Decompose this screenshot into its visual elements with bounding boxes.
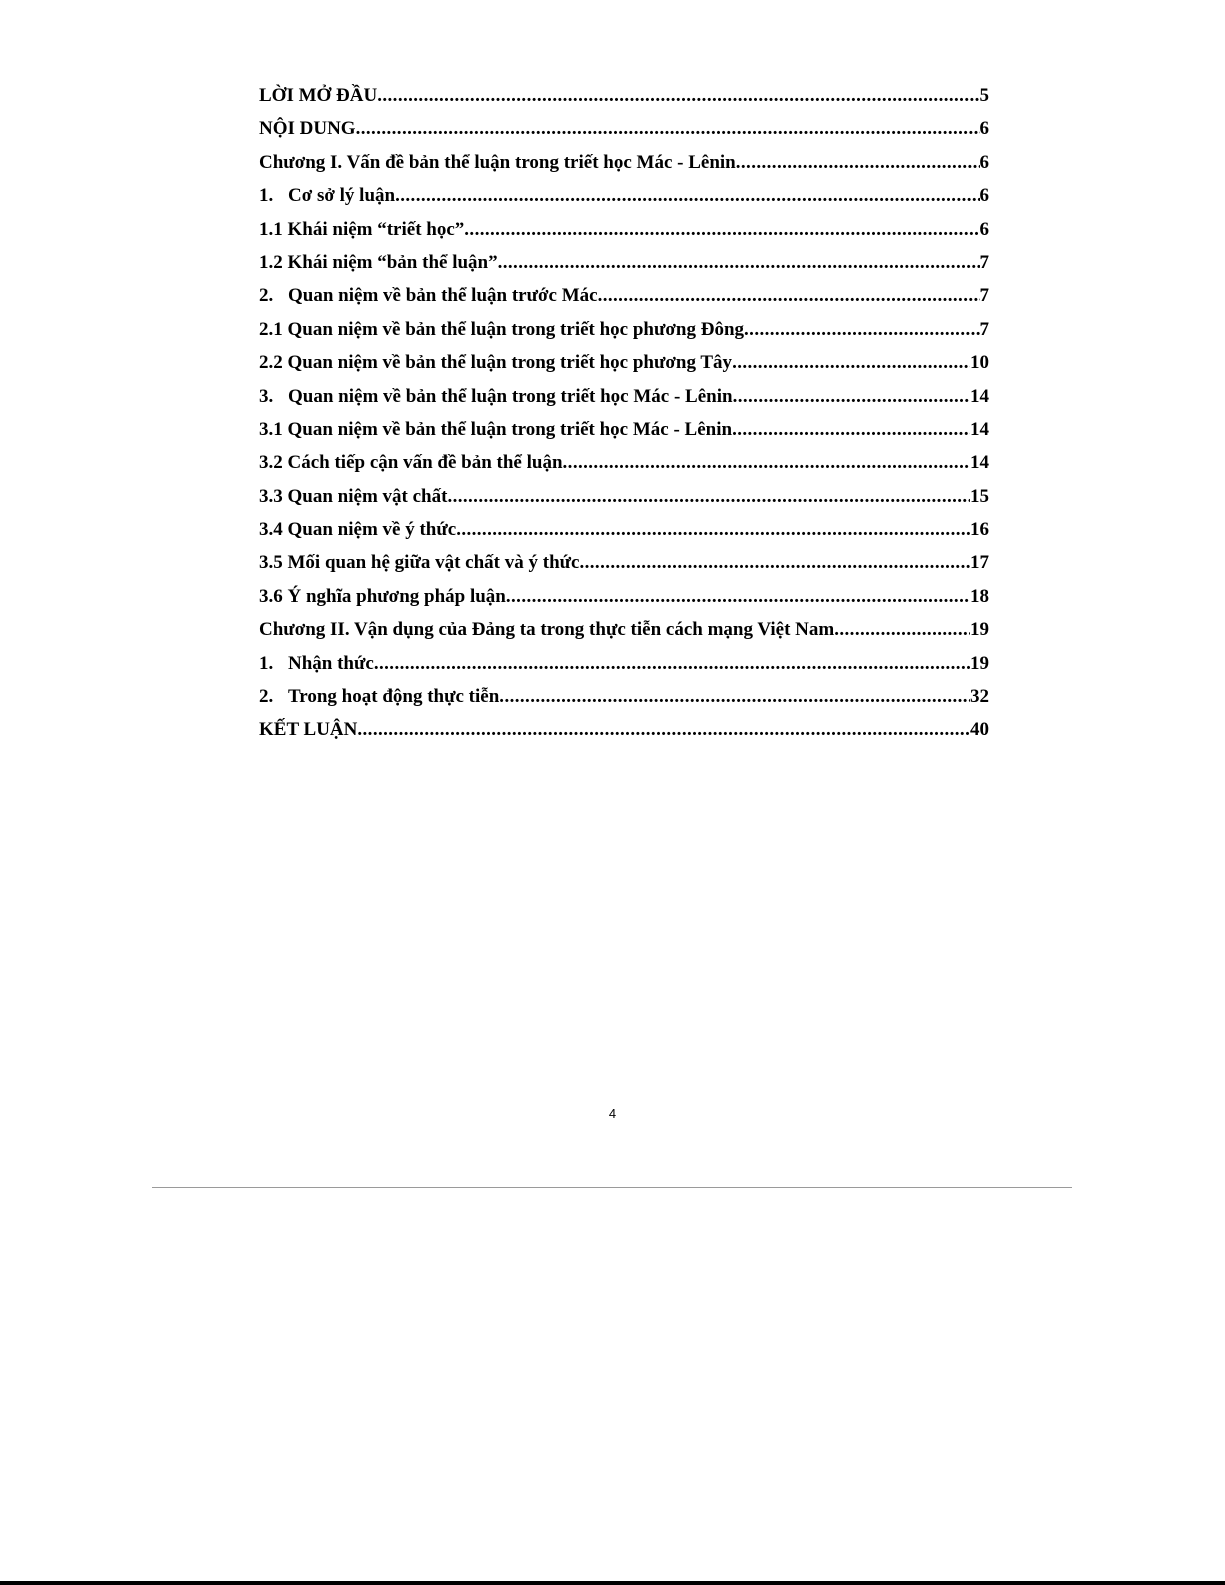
toc-entry-page: 10	[970, 352, 989, 374]
toc-entry[interactable]	[259, 146, 989, 179]
toc-entry-page: 14	[970, 385, 989, 407]
toc-entry-label: Chương II. Vận dụng của Đảng ta trong thực tiễn cách mạng Việt Nam	[259, 619, 835, 641]
toc-entry[interactable]	[259, 413, 989, 446]
toc-leader-dots	[506, 580, 970, 613]
toc-entry-label: NỘI DUNG	[259, 118, 356, 140]
bottom-edge-bar	[0, 1581, 1225, 1585]
toc-entry[interactable]	[259, 580, 989, 613]
toc-leader-dots	[598, 279, 980, 312]
toc-leader-dots	[732, 346, 970, 379]
toc-entry[interactable]	[259, 79, 989, 112]
toc-leader-dots	[733, 380, 970, 413]
toc-entry[interactable]	[259, 480, 989, 513]
toc-leader-dots	[395, 179, 979, 212]
toc-leader-dots	[732, 413, 970, 446]
toc-entry-page: 19	[970, 619, 989, 641]
toc-entry-label: LỜI MỞ ĐẦU	[259, 85, 378, 106]
toc-entry-number: 1.	[259, 652, 274, 674]
toc-entry-page: 19	[970, 652, 989, 674]
toc-entry-page: 40	[970, 719, 989, 741]
toc-entry-label: Cơ sở lý luận	[288, 185, 396, 207]
toc-entry[interactable]	[259, 680, 989, 713]
toc-entry-page: 14	[970, 452, 989, 474]
toc-entry[interactable]	[259, 613, 989, 646]
toc-entry-number: 2.	[259, 686, 274, 708]
toc-entry-label: Quan niệm về bản thể luận trước Mác	[288, 285, 598, 307]
toc-entry-page: 15	[970, 485, 989, 507]
toc-leader-dots	[356, 112, 980, 145]
toc-leader-dots	[377, 79, 979, 112]
toc-entry[interactable]	[259, 179, 989, 212]
toc-entry-label: Quan niệm về bản thể luận trong triết học Mác - Lênin	[288, 385, 733, 407]
toc-leader-dots	[736, 146, 980, 179]
toc-entry-page: 18	[970, 585, 989, 607]
toc-entry-label: Nhận thức	[288, 652, 374, 674]
toc-entry-page: 6	[979, 151, 989, 173]
toc-entry[interactable]	[259, 213, 989, 246]
toc-entry-page: 6	[979, 218, 989, 240]
table-of-contents	[259, 79, 989, 747]
toc-entry-page: 14	[970, 418, 989, 440]
toc-entry-label: 3.5 Mối quan hệ giữa vật chất và ý thức	[259, 552, 580, 574]
page-separator	[152, 1187, 1072, 1188]
toc-leader-dots	[357, 713, 970, 746]
toc-entry-label: 3.6 Ý nghĩa phương pháp luận	[259, 585, 506, 607]
toc-leader-dots	[374, 647, 970, 680]
toc-entry-page: 5	[979, 85, 989, 106]
toc-leader-dots	[456, 513, 970, 546]
toc-leader-dots	[579, 546, 970, 579]
toc-entry[interactable]	[259, 513, 989, 546]
toc-entry-page: 7	[979, 285, 989, 307]
toc-entry-label: 3.2 Cách tiếp cận vấn đề bản thể luận	[259, 452, 563, 474]
toc-entry[interactable]	[259, 313, 989, 346]
toc-entry[interactable]	[259, 246, 989, 279]
toc-entry[interactable]	[259, 546, 989, 579]
toc-leader-dots	[834, 613, 970, 646]
toc-leader-dots	[447, 480, 970, 513]
toc-entry-label: 3.3 Quan niệm vật chất	[259, 485, 448, 507]
toc-entry-label: 2.2 Quan niệm về bản thể luận trong triết học phương Tây	[259, 352, 733, 374]
toc-leader-dots	[464, 213, 979, 246]
page-number: 4	[608, 1106, 617, 1121]
toc-entry[interactable]	[259, 380, 989, 413]
toc-entry[interactable]	[259, 446, 989, 479]
toc-entry-label: 1.1 Khái niệm “triết học”	[259, 218, 465, 240]
toc-entry-label: 3.4 Quan niệm về ý thức	[259, 519, 457, 541]
toc-entry-number: 1.	[259, 185, 274, 207]
toc-entry-label: 3.1 Quan niệm về bản thể luận trong triết học Mác - Lênin	[259, 418, 733, 440]
toc-entry-page: 16	[970, 519, 989, 541]
toc-entry-page: 7	[979, 251, 989, 273]
toc-entry[interactable]	[259, 713, 989, 746]
toc-leader-dots	[744, 313, 979, 346]
toc-leader-dots	[563, 446, 970, 479]
toc-entry[interactable]	[259, 112, 989, 145]
toc-entry-label: Trong hoạt động thực tiễn	[288, 686, 500, 708]
toc-entry-page: 6	[979, 118, 989, 140]
toc-entry-number: 3.	[259, 385, 274, 407]
toc-entry-label: 2.1 Quan niệm về bản thể luận trong triết học phương Đông	[259, 318, 745, 340]
toc-entry-label: Chương I. Vấn đề bản thể luận trong triết học Mác - Lênin	[259, 151, 736, 173]
toc-entry[interactable]	[259, 346, 989, 379]
toc-entry[interactable]	[259, 279, 989, 312]
toc-entry-label: KẾT LUẬN	[259, 719, 358, 741]
toc-entry-number: 2.	[259, 285, 274, 307]
toc-entry-page: 17	[970, 552, 989, 574]
toc-entry-page: 7	[979, 318, 989, 340]
toc-entry[interactable]	[259, 647, 989, 680]
toc-leader-dots	[498, 246, 980, 279]
toc-entry-label: 1.2 Khái niệm “bản thể luận”	[259, 251, 498, 273]
toc-entry-page: 6	[979, 185, 989, 207]
toc-entry-page: 32	[970, 686, 989, 708]
toc-leader-dots	[499, 680, 970, 713]
